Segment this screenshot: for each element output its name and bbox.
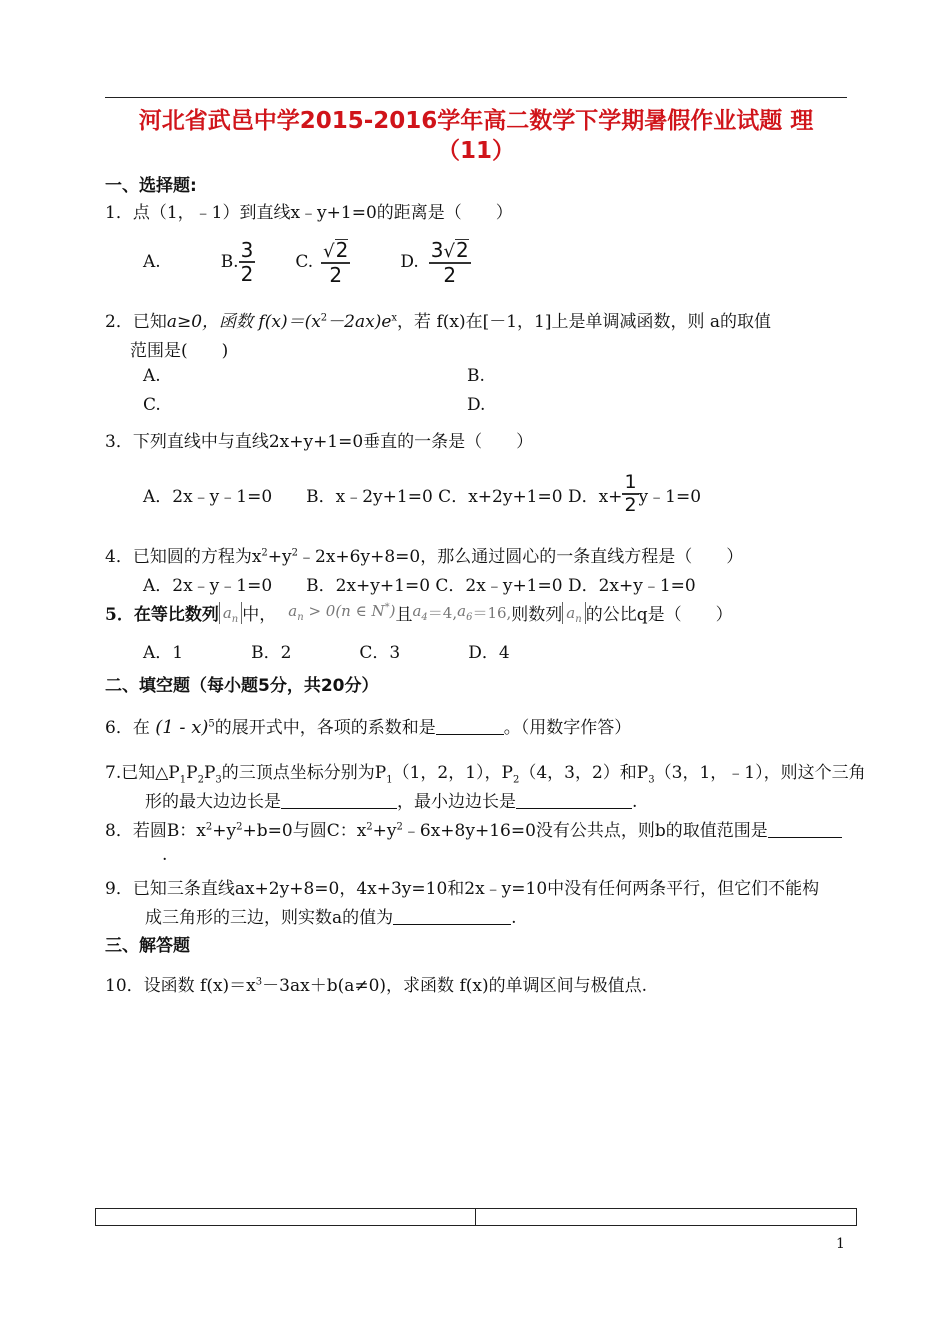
q6-answer-blank [436,718,504,735]
question-10: 10．设函数 $f(x)=x^3-3ax+b(a\ne 0)$，求函数 f(x)的单调区间与极值点. [105,976,647,996]
q1-option-c: C. [295,252,314,272]
q3-option-d-fraction: $\frac{1}{2}$ [624,471,637,516]
document-title [100,106,852,166]
q5-a4: $a_4$ [412,602,428,623]
question-8-line1: 8．若圆B：$x^2+y^2+b=0$与圆C：$x^2+y^2﹣6x+8y+16=0$没有公共点，则b的取值范围是 [105,816,842,841]
q2-option-b: B. [467,366,485,386]
question-2-stem-line2: 范围是( ) [130,341,229,361]
q1-option-b-fraction: $\frac{3}{2}$ [240,238,254,286]
q1-option-b: B. [220,252,239,272]
q2-option-d: D. [467,395,486,415]
q1-option-d: D. [400,252,419,272]
q9-answer-blank [393,908,511,925]
q5-sequence-symbol-2: $a_n$ [562,602,585,624]
section-heading-choice: 一、选择题: [105,176,197,196]
question-1-options [143,237,471,287]
q5-sequence-symbol: $a_n$ [219,602,242,624]
question-7-line1: 7.已知$\triangle P_1P_2P_3$的三顶点坐标分别为$P_1(1$，2，1），$P_2(4$，3，2）和$P_3(3$，1，﹣1），则这个三角 [105,763,866,786]
question-8-line2: . [162,845,168,865]
q8-answer-blank [768,821,842,838]
question-9-line1: 9．已知三条直线ax+2y+8=0，4x+3y=10和2x﹣y=10中没有任何两条平行，但它们不能构 [105,879,820,899]
footer-table [95,1208,857,1226]
header-rule [105,97,847,98]
q3-option-d-tail: y﹣1=0 [638,486,702,507]
q7-min-edge-blank [516,792,632,809]
question-3-stem: 3．下列直线中与直线2x+y+1=0垂直的一条是（ ） [105,432,534,452]
section-heading-solve: 三、解答题 [105,936,190,956]
section-heading-fill: 二、填空题（每小题5分，共20分） [105,676,379,696]
question-7-line2: 形的最大边边长是 ，最小边边长是 . [145,792,638,812]
q1-option-a: A. [143,252,161,272]
q1-option-c-fraction: $\frac{√2}{2}$ [323,238,349,287]
question-3-options [143,470,701,518]
footer-table-divider [475,1208,476,1226]
q2-option-c: C. [143,395,161,415]
page-number: 1 [836,1236,845,1252]
question-5-stem: 5．在等比数列 $a_n$ 中， $a_n > 0(n$ ∈ N*) 且 $a_4$ ＝4, $a_6$ ＝16, 则数列 $a_n$ 的公比q是（ ） [105,602,733,625]
question-6: 6．在 (1 - x)$^5$的展开式中，各项的系数和是 。（用数字作答） [105,717,632,738]
title-line-2: （11） [436,138,515,164]
q1-option-d-fraction: $\frac{3√2}{2}$ [430,238,469,287]
question-4-stem: 4．已知圆的方程为$x^2+y^2﹣2x+6y+8=0$，那么通过圆心的一条直线方程是（ ） [105,547,744,567]
q5-condition: $a_n > 0(n$ ∈ N*) [288,602,396,623]
question-5-options: A．1 B．2 C．3 D．4 [143,643,510,663]
q7-max-edge-blank [281,792,397,809]
q5-a6: $a_6$ [457,602,473,623]
q3-options-text: A．2x﹣y﹣1=0 B．x﹣2y+1=0 C．x+2y+1=0 D．x+ [143,486,623,507]
question-2-stem: 2．已知a≥0，函数 $f(x)=(x^2-2ax)e^x$，若 f(x)在[－1，1]上是单调减函数，则 a的取值 [105,312,772,332]
title-line-1: 河北省武邑中学2015-2016学年高二数学下学期暑假作业试题 理 [138,108,814,134]
q2-option-a: A. [143,366,161,386]
question-1-stem: 1．点（1，﹣1）到直线x﹣y+1=0的距离是（ ） [105,203,513,223]
question-9-line2: 成三角形的三边，则实数a的值为 . [145,908,517,928]
question-4-options: A．2x﹣y﹣1=0 B．2x+y+1=0 C．2x﹣y+1=0 D．2x+y﹣1=0 [143,576,696,596]
